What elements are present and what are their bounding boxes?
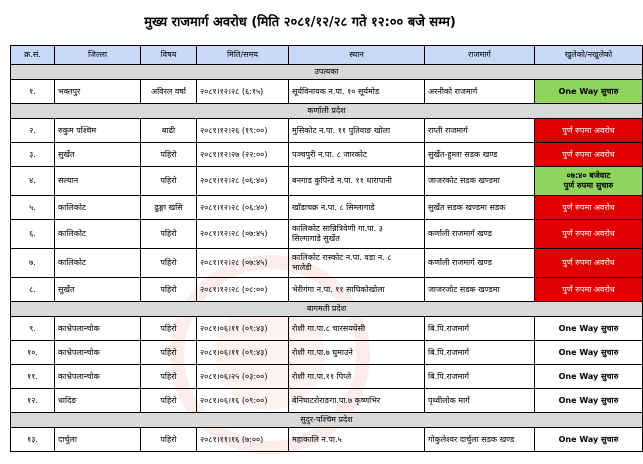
section-row — [11, 413, 643, 428]
section-title: उपत्यका — [11, 65, 643, 80]
cell-datetime: २०८१।१२।२८ (६:१५) — [197, 80, 289, 104]
cell-sn: ८. — [11, 278, 55, 302]
cell-sn: ६. — [11, 220, 55, 249]
cell-status — [535, 220, 643, 249]
cell-sn: ५. — [11, 196, 55, 220]
cell-sn: २. — [11, 119, 55, 143]
header-sn: क्र.सं. — [11, 46, 55, 65]
table-row — [11, 249, 643, 278]
cell-datetime: २०८१।१२।२८ (०७:४५) — [197, 249, 289, 278]
section-row — [11, 104, 643, 119]
cell-datetime: २०८१।११।१६ (७:००) — [197, 428, 289, 452]
cell-highway: कर्णाली राजमार्ग खण्ड — [425, 249, 535, 278]
section-row — [11, 65, 643, 80]
cell-subject: अविरल वर्षा — [141, 80, 197, 104]
cell-district: काभ्रेपलान्चोक — [55, 365, 141, 389]
section-title: कर्णाली प्रदेश — [11, 104, 643, 119]
status-line: पुर्ण रुपमा अवरोध — [562, 258, 615, 267]
cell-datetime: २०८१।०६।११ (०९:४३) — [197, 317, 289, 341]
table-row — [11, 317, 643, 341]
table-row — [11, 196, 643, 220]
table-row — [11, 365, 643, 389]
cell-location — [289, 428, 425, 452]
cell-highway: बि.पि.राजमार्ग — [425, 341, 535, 365]
cell-sn: १०. — [11, 341, 55, 365]
location-line-2: भालेडी — [292, 263, 312, 272]
cell-sn: १३. — [11, 428, 55, 452]
location-line: पञ्चपुरी न.पा. ८ जारकोट — [292, 149, 367, 159]
highway-obstruction-table — [10, 45, 643, 452]
cell-location — [289, 365, 425, 389]
table-row — [11, 341, 643, 365]
location-line: महाकालि न.पा.५ — [292, 434, 342, 444]
cell-subject: पहिरो — [141, 220, 197, 249]
cell-district: सुर्खेत — [55, 278, 141, 302]
location-line: रोशी गा.पा.११ पिप्ले — [292, 371, 352, 381]
cell-status — [535, 249, 643, 278]
location-line: बनगाड कुपिन्डे न.पा. ११ धारापानी — [292, 176, 392, 185]
cell-district: रुकुम पश्चिम — [55, 119, 141, 143]
cell-status — [535, 119, 643, 143]
cell-status — [535, 428, 643, 452]
location-line: रोशी गा.पा.७ घुमाउने — [292, 347, 353, 357]
table-row — [11, 220, 643, 249]
cell-status — [535, 389, 643, 413]
location-line: बेनिघाटरोराङगा.पा.७ कृष्णभिर — [292, 395, 381, 405]
cell-location — [289, 220, 425, 249]
status-line: One Way सुचारु — [558, 371, 619, 381]
cell-subject: पहिरो — [141, 365, 197, 389]
cell-sn: १. — [11, 80, 55, 104]
status-line: पुर्ण रुपमा अवरोध — [562, 202, 615, 212]
cell-district: धादिङ — [55, 389, 141, 413]
cell-sn: १२. — [11, 389, 55, 413]
cell-status — [535, 341, 643, 365]
cell-sn: ७. — [11, 249, 55, 278]
header-status: खुलेको/नखुलेको — [535, 46, 643, 65]
status-line: पुर्ण रुपमा अवरोध — [562, 229, 615, 238]
cell-datetime: २०८१।१२।२८ (०६:४०) — [197, 196, 289, 220]
cell-datetime: २०८१।१२।२६ (१९:००) — [197, 119, 289, 143]
cell-sn: ९. — [11, 317, 55, 341]
cell-subject: पहिरो — [141, 317, 197, 341]
table-row — [11, 143, 643, 167]
cell-status — [535, 317, 643, 341]
cell-subject: पहिरो — [141, 389, 197, 413]
location-line: सूर्यविनायक न.पा. १० सूर्यमोड — [292, 86, 380, 96]
cell-location — [289, 278, 425, 302]
cell-subject: पहिरो — [141, 143, 197, 167]
location-line: रोशी गा.पा.८ चारसयघेसी — [292, 323, 366, 333]
cell-district: कालिकोट — [55, 196, 141, 220]
cell-highway: अरनीको राजमार्ग — [425, 80, 535, 104]
status-line: One Way सुचारु — [558, 434, 619, 444]
table-row — [11, 278, 643, 302]
header-district: जिल्ला — [55, 46, 141, 65]
cell-datetime: २०८१।१२।२८ (०८:००) — [197, 278, 289, 302]
cell-location — [289, 196, 425, 220]
header-subject: विषय — [141, 46, 197, 65]
header-location: स्थान — [289, 46, 425, 65]
cell-datetime: २०८१।०६।१६ (०९:००) — [197, 389, 289, 413]
cell-status — [535, 80, 643, 104]
cell-location — [289, 167, 425, 196]
cell-subject: पहिरो — [141, 341, 197, 365]
cell-highway: जाजरजोट सडक खण्डमा — [425, 278, 535, 302]
cell-district: कालिकोट — [55, 220, 141, 249]
status-line: पुर्ण रुपमा अवरोध — [562, 284, 615, 294]
section-title: सुदुर-पश्चिम प्रदेश — [11, 413, 643, 428]
cell-subject: पहिरो — [141, 278, 197, 302]
section-row — [11, 302, 643, 317]
cell-highway: बि.पि.राजमार्ग — [425, 317, 535, 341]
table-row — [11, 428, 643, 452]
cell-status — [535, 365, 643, 389]
cell-location — [289, 80, 425, 104]
cell-location — [289, 341, 425, 365]
table-row — [11, 167, 643, 196]
cell-status — [535, 196, 643, 220]
status-line-2: पुर्ण रुपमा सुचारु — [563, 181, 614, 190]
cell-datetime: २०८१।१२।२८ (०६:४०) — [197, 167, 289, 196]
cell-highway: पृथ्वीलोक मार्ग — [425, 389, 535, 413]
status-line: One Way सुचारु — [558, 86, 619, 96]
status-line: One Way सुचारु — [558, 395, 619, 405]
cell-highway: बि.पि.राजमार्ग — [425, 365, 535, 389]
cell-subject: पहिरो — [141, 428, 197, 452]
header-highway: राजमार्ग — [425, 46, 535, 65]
cell-location — [289, 119, 425, 143]
cell-highway: जाजरकोट सडक खण्डमा — [425, 167, 535, 196]
cell-district: काभ्रेपलान्चोक — [55, 317, 141, 341]
cell-district: दार्चुला — [55, 428, 141, 452]
page-title: मुख्य राजमार्ग अवरोध (मिति २०८१/१२/२८ गते १२:०० बजे सम्म) — [144, 15, 456, 30]
table-header-row — [11, 46, 643, 65]
status-line: पुर्ण रुपमा अवरोध — [562, 149, 615, 159]
cell-sn: ११. — [11, 365, 55, 389]
cell-sn: ४. — [11, 167, 55, 196]
cell-location — [289, 389, 425, 413]
cell-status — [535, 278, 643, 302]
location-line: खाँडाचक्र न.पा. ८ सिम्लागाडे — [292, 202, 375, 212]
cell-district: सुर्खेत — [55, 143, 141, 167]
cell-sn: ३. — [11, 143, 55, 167]
cell-subject: ढुङ्गा खसि — [141, 196, 197, 220]
table-row — [11, 389, 643, 413]
cell-highway: गोकुलेश्वर दार्चुला सडक खण्ड — [425, 428, 535, 452]
location-line: कालिकोट रास्कोट न.पा. वडा न. ८ — [292, 253, 392, 262]
section-title: बागमती प्रदेश — [11, 302, 643, 317]
location-line-2: सिल्गागाडे सुर्खेत — [292, 234, 340, 243]
cell-location — [289, 249, 425, 278]
status-line: ०७:४० बजेवाट — [566, 171, 611, 180]
cell-location — [289, 317, 425, 341]
location-line: कालिकोट सान्नित्रिवेणी गा.पा. ३ — [292, 224, 383, 233]
cell-district: भक्तपुर — [55, 80, 141, 104]
status-line: One Way सुचारु — [558, 347, 619, 357]
table-row — [11, 119, 643, 143]
cell-subject: बाढी — [141, 119, 197, 143]
status-line: One Way सुचारु — [558, 323, 619, 333]
cell-datetime: २०८१।०६।११ (०९:४३) — [197, 341, 289, 365]
cell-highway: कर्णाली राजमार्ग खण्ड — [425, 220, 535, 249]
cell-location — [289, 143, 425, 167]
cell-highway: सुर्खेत-हुम्ला सडक खण्ड — [425, 143, 535, 167]
cell-district: काभ्रेपलान्चोक — [55, 341, 141, 365]
cell-highway: सुर्खेत सडक खण्डमा सडक — [425, 196, 535, 220]
cell-status — [535, 143, 643, 167]
cell-datetime: २०८१।१२।२८ (०७:४५) — [197, 220, 289, 249]
location-line: भेरीगंगा न.पा. ११ साघिकोखोला — [292, 284, 385, 294]
location-line: मुसिकोट न.पा. ११ पुतिवाङ खोला — [292, 125, 391, 135]
cell-datetime: २०८१।१२।२७ (२२:००) — [197, 143, 289, 167]
cell-subject: पहिरो — [141, 167, 197, 196]
cell-datetime: २०८१।०६।२५ (०३:००) — [197, 365, 289, 389]
cell-status — [535, 167, 643, 196]
cell-district: सल्यान — [55, 167, 141, 196]
status-line: पुर्ण रुपमा अवरोध — [562, 125, 615, 135]
cell-district: कालिकोट — [55, 249, 141, 278]
cell-highway: राप्ती राजमार्ग — [425, 119, 535, 143]
header-datetime: मिति/समय — [197, 46, 289, 65]
table-row — [11, 80, 643, 104]
cell-subject: पहिरो — [141, 249, 197, 278]
